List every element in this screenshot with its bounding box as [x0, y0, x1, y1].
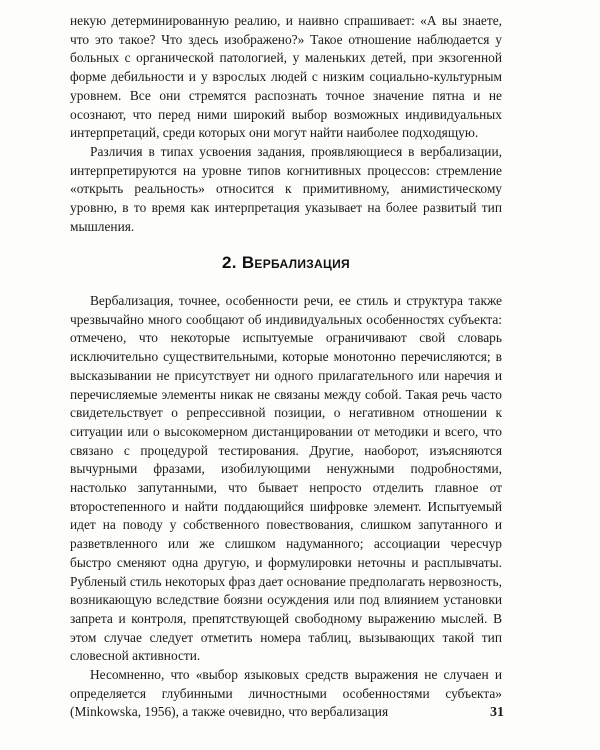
- paragraph-language-means: Несомненно, что «выбор языковых средств выражения не случаен и определяется глубинными личностными особенностями субъекта» (Minkowska, 1956), а также очевидно, что вербализация: [70, 667, 502, 720]
- page-number: 31: [490, 705, 504, 720]
- bottom-text-section: [70, 292, 502, 722]
- section-heading: 2. Вербализация: [222, 253, 350, 272]
- paragraph-continued: некую детерминированную реалию, и наивно спрашивает: «А вы знаете, что это такое? Что здесь изображено?» Такое отношение наблюдается у больных с органической патологией, у маленьких детей, при экзогенной форме дебильности и у взрослых людей с низким социально-культурным уровнем. Все они стремятся распознать точное значение пятна и не осознают, что перед ними широкий выбор возможных индивидуальных интерпретаций, среди которых они могут найти наиболее подходящую.: [70, 13, 502, 141]
- paragraph-verbalization-style: Вербализация, точнее, особенности речи, ее стиль и структура также чрезвычайно много сообщают об индивидуальных особенностях субъекта: отмечено, что некоторые испытуемые ограничивают свой словарь исключительно существительными, которые монотонно перечисляются; в высказывании не присутствует ни одного прилагательного или наречия и перечисляемые элементы никак не связаны между собой. Такая речь часто свидетельствует о репрессивной позиции, о негативном отношении к ситуации или о высокомерном дистанцировании от методики и всего, что связано с процедурой тестирования. Другие, наоборот, изъясняются вычурными фразами, изобилующими ненужными подробностями, настолько запутанными, что бывает непросто отделить главное от второстепенного и найти поддающийся шифровке элемент. Испытуемый идет на поводу у собственного повествования, слишком запутанного и разветвленного или же слишком надуманного; ассоциации чересчур быстро сменяют одна другую, и формулировки неточны и расплывчаты. Рубленый стиль некоторых фраз дает основание предполагать нервозность, возникающую вследствие боязни осуждения или под влиянием установки запрета и контроля, препятствующей свободному выражению мыслей. В этом случае следует отметить номера таблиц, вызывающих такой тип словесной активности.: [70, 293, 502, 664]
- paragraph-verbalization-differences: Различия в типах усвоения задания, проявляющиеся в вербализации, интерпретируются на уровне типов когнитивных процессов: стремление «открыть реальность» относится к примитивному, анимистическому уровню, в то время как интерпретация указывает на более развитый тип мышления.: [70, 143, 502, 234]
- top-text-section: [70, 12, 502, 236]
